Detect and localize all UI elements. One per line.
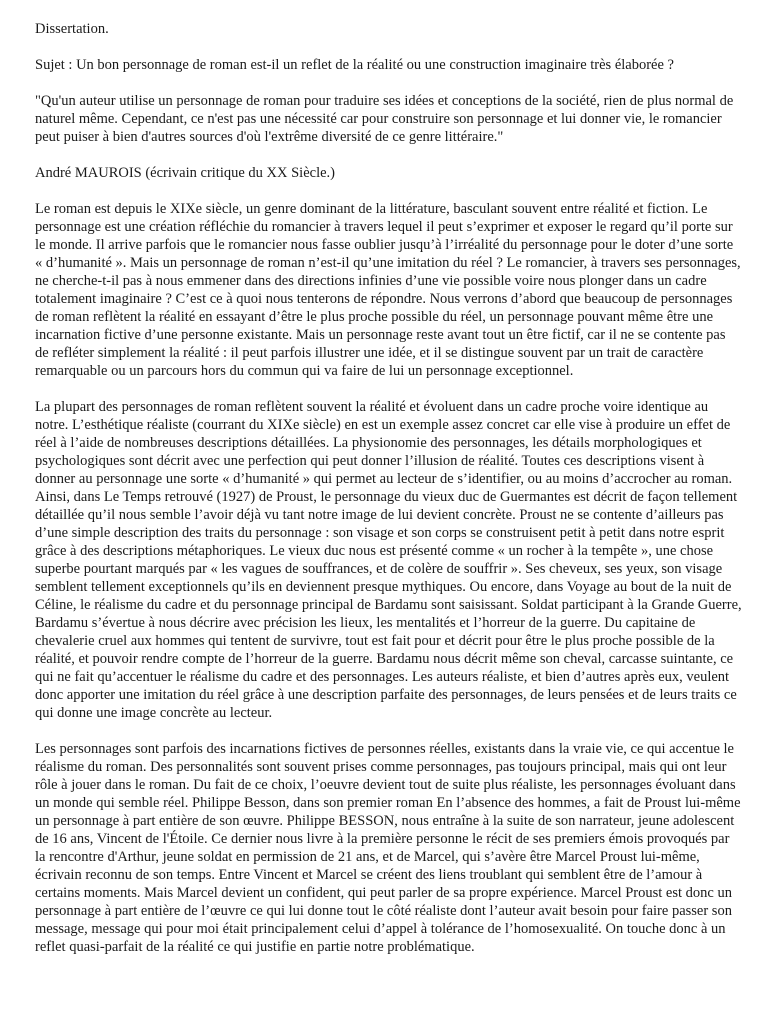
spacer [35,146,742,164]
body-paragraph-realism: La plupart des personnages de roman reflètent souvent la réalité et évoluent dans un cadre proche voire identique au notre. L’esthétique réaliste (courrant du XIXe siècle) en est un exemple assez concret car elle vise à produire un effet de réel à l’aide de nombreuses descriptions détaillées. La physionomie des personnages, les détails morphologiques et psychologiques sont décrit avec une perfection qui peut donner l’illusion de réalité. Toutes ces descriptions visent à donner au personnage une sorte « d’humanité » qui permet au lecteur de s’identifier, ou au moins d’accrocher au roman. Ainsi, dans Le Temps retrouvé (1927) de Proust, le personnage du vieux duc de Guermantes est décrit de façon tellement détaillée qu’il nous semble l’avoir déjà vu tant notre image de lui devient concrète. Proust ne se contente d’ailleurs pas d’une simple description des traits du personnage : son visage et son corps se construisent petit à petit dans notre esprit grâce à des descriptions métaphoriques. Le vieux duc nous est présenté comme « un rocher à la tempête », une chose superbe pourtant marqués par « les vagues de souffrances, et de colère de souffrir ». Ses cheveux, ses yeux, son visage semblent tellement exceptionnels qu’ils en deviennent presque mythiques. Ou encore, dans Voyage au bout de la nuit de Céline, le réalisme du cadre et du personnage principal de Bardamu sont saisissant. Soldat participant à la Grande Guerre, Bardamu s’évertue à nous décrire avec précision les lieux, les mentalités et l’horreur de la guerre. Du capitaine de chevalerie cruel aux hommes qui tentent de survivre, tout est fait pour et décrit pour être le plus proche possible de la réalité, et pouvoir rendre compte de l’horreur de la guerre. Bardamu nous décrit même son cheval, carcasse suintante, ce qui ne fait qu’accentuer le réalisme du cadre et des personnages. Les auteurs réaliste, et bien d’autres après eux, veulent donc apporter une imitation du réel grâce à une description parfaite des personnages, de leurs pensées et de leurs traits ce qui donne une image concrète au lecteur. [35,399,742,721]
maurois-quote: "Qu'un auteur utilise un personnage de roman pour traduire ses idées et conceptions de la société, rien de plus normal de naturel même. Cependant, ce n'est pas une nécessité car pour construire son personnage et lui donner vie, le romancier peut puiser à bien d'autres sources d'où l'extrême diversité de ce genre littéraire." [35,93,734,145]
spacer [35,380,742,398]
spacer [35,722,742,740]
document-heading: Dissertation. [35,21,109,37]
spacer [35,38,742,56]
introduction-paragraph: Le roman est depuis le XIXe siècle, un genre dominant de la littérature, basculant souvent entre réalité et fiction. Le personnage est une création réfléchie du romancier à travers lequel il peut s’exprimer et exposer le regard qu’il porte sur le monde. Il arrive parfois que le romancier nous fasse oublier jusqu’à l’irréalité du personnage pour le doter d’une sorte « d’humanité ». Mais un personnage de roman n’est-il qu’une imitation du réel ? Le romancier, à travers ses personnages, ne cherche-t-il pas à nous emmener dans des directions infinies d’une vie possible voire nous plonger dans un cadre totalement imaginaire ? C’est ce à quoi nous tenterons de répondre. Nous verrons d’abord que beaucoup de personnages de roman reflètent la réalité en essayant d’être le plus proche possible du réel, un personnage pouvant même être une incarnation fictive d’une personne existante. Mais un personnage reste avant tout un être fictif, car il ne se contente pas de refléter simplement la réalité : il peut parfois illustrer une idée, et il se distingue souvent par un trait de caractère remarquable ou un parcours hors du commun qui va faire de lui un personnage exceptionnel. [35,201,741,379]
quote-attribution: André MAUROIS (écrivain critique du XX Siècle.) [35,165,335,181]
body-paragraph-incarnation: Les personnages sont parfois des incarnations fictives de personnes réelles, existants dans la vraie vie, ce qui accentue le réalisme du roman. Des personnalités sont souvent prises comme personnages, pas toujours principal, mais qui ont leur rôle à jouer dans le roman. Du fait de ce choix, l’oeuvre devient tout de suite plus réaliste, les personnages évoluant dans un monde qui semble réel. Philippe Besson, dans son premier roman En l’absence des hommes, a fait de Proust lui-même un personnage à part entière de son œuvre. Philippe BESSON, nous entraîne à la suite de son narrateur, jeune adolescent de 16 ans, Vincent de l'Étoile. Ce dernier nous livre à la première personne le récit de ses premiers émois provoqués par la rencontre d'Arthur, jeune soldat en permission de 21 ans, et de Marcel, qui s’avère être Marcel Proust lui-même, écrivain reconnu de son temps. Entre Vincent et Marcel se créent des liens troublant qui semblent être de l’amour à certains moments. Mais Marcel devient un confident, qui peut parler de sa propre expérience. Marcel Proust est donc un personnage à part entière de l’œuvre ce qui lui donne tout le côté réaliste dont l’auteur avait besoin pour faire passer son message, message qui pour moi était principalement celui d’appel à tolérance de l’homosexualité. On touche donc à un reflet quasi-parfait de la réalité ce qui justifie en partie notre problématique. [35,741,741,955]
spacer [35,182,742,200]
spacer [35,74,742,92]
subject-line: Sujet : Un bon personnage de roman est-il un reflet de la réalité ou une construction imaginaire très élaborée ? [35,57,674,73]
